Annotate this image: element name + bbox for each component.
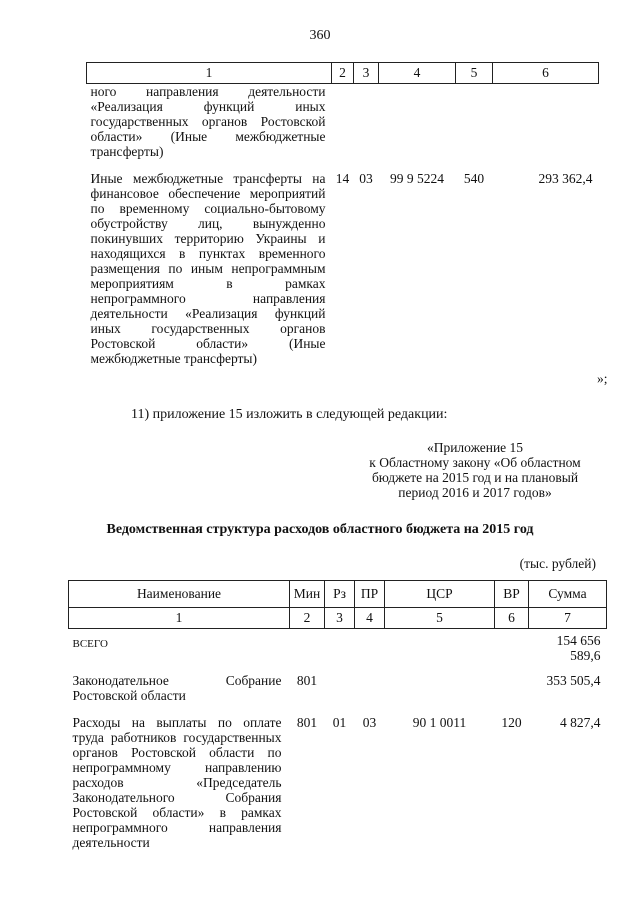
cell-amount: 293 362,4 bbox=[538, 171, 593, 186]
col-num: 2 bbox=[290, 608, 325, 629]
table-row bbox=[69, 667, 607, 715]
row-text: Иные межбюджетные трансферты на финансовое обеспечение мероприятий по временному социально-бытовому обустройству лиц, вынужденно покинувших территорию Украины и находящихся в пунктах временного размещения по иным непрограммным мероприятиям в рамках непрограммного направления деятельности «Реализация функций иных государственных органов Ростовской области» (Иные межбюджетные трансферты) bbox=[90, 171, 326, 366]
header-min: Мин bbox=[290, 581, 325, 608]
col-num: 7 bbox=[529, 608, 607, 629]
header-name: Наименование bbox=[69, 581, 290, 608]
cell-pr: 03 bbox=[362, 715, 377, 730]
table-row bbox=[69, 715, 607, 850]
col-num: 1 bbox=[87, 63, 332, 84]
cell-vr: 120 bbox=[501, 715, 522, 730]
page-number: 360 bbox=[309, 28, 331, 43]
header-rz: Рз bbox=[325, 581, 355, 608]
total-row bbox=[69, 629, 607, 668]
col-num: 2 bbox=[332, 63, 354, 84]
cell-min: 801 bbox=[296, 673, 318, 688]
cell-sum: 353 505,4 bbox=[546, 673, 601, 688]
appendix-line: период 2016 и 2017 годов» bbox=[398, 485, 552, 500]
col-num: 1 bbox=[69, 608, 290, 629]
column-number-row bbox=[69, 608, 607, 629]
end-quote-mark: »; bbox=[597, 371, 608, 386]
cell-rz: 01 bbox=[332, 715, 347, 730]
cell-expense-type: 540 bbox=[463, 171, 485, 186]
amendment-paragraph: 11) приложение 15 изложить в следующей редакции: bbox=[131, 407, 448, 422]
col-num: 3 bbox=[325, 608, 355, 629]
budget-structure-table bbox=[68, 580, 607, 850]
row-name: Расходы на выплаты по оплате труда работников государственных органов Ростовской области по непрограммному направлению расходов «Председатель Законодательного Собрания Ростовской области» в рамках непрограммного направления деятельности bbox=[72, 715, 282, 850]
header-csr: ЦСР bbox=[385, 581, 495, 608]
table-row bbox=[87, 171, 599, 366]
header-pr: ПР bbox=[355, 581, 385, 608]
col-num: 5 bbox=[385, 608, 495, 629]
appendix-line: «Приложение 15 bbox=[426, 440, 524, 455]
total-sum: 154 656 589,6 bbox=[556, 633, 601, 663]
col-num: 6 bbox=[493, 63, 599, 84]
col-num: 4 bbox=[379, 63, 456, 84]
cell-sum: 4 827,4 bbox=[560, 715, 601, 730]
col-num: 3 bbox=[354, 63, 379, 84]
cell-min: 801 bbox=[296, 715, 318, 730]
cell-csr: 90 1 0011 bbox=[412, 715, 467, 730]
row-text: ного направления деятельности «Реализация функций иных государственных органов Ростовской области» (Иные межбюджетные трансферты) bbox=[90, 84, 326, 159]
header-sum: Сумма bbox=[529, 581, 607, 608]
appendix-line: бюджете на 2015 год и на плановый bbox=[371, 470, 579, 485]
col-num: 5 bbox=[456, 63, 493, 84]
cell-target-item: 99 9 5224 bbox=[390, 171, 444, 186]
table-row bbox=[87, 84, 599, 172]
header-row bbox=[69, 581, 607, 608]
row-name: Законодательное Собрание Ростовской области bbox=[72, 673, 282, 703]
cell-section: 14 bbox=[335, 171, 350, 186]
col-num: 4 bbox=[355, 608, 385, 629]
units-label: (тыс. рублей) bbox=[519, 556, 596, 571]
cell-subsection: 03 bbox=[359, 171, 373, 186]
header-vr: ВР bbox=[495, 581, 529, 608]
document-title: Ведомственная структура расходов областного бюджета на 2015 год bbox=[106, 522, 534, 537]
appendix-header bbox=[340, 440, 610, 500]
appendix-line: к Областному закону «Об областном bbox=[369, 455, 581, 470]
continuation-table bbox=[86, 62, 599, 366]
total-label: ВСЕГО bbox=[72, 638, 108, 650]
col-num: 6 bbox=[495, 608, 529, 629]
column-number-row bbox=[87, 63, 599, 84]
